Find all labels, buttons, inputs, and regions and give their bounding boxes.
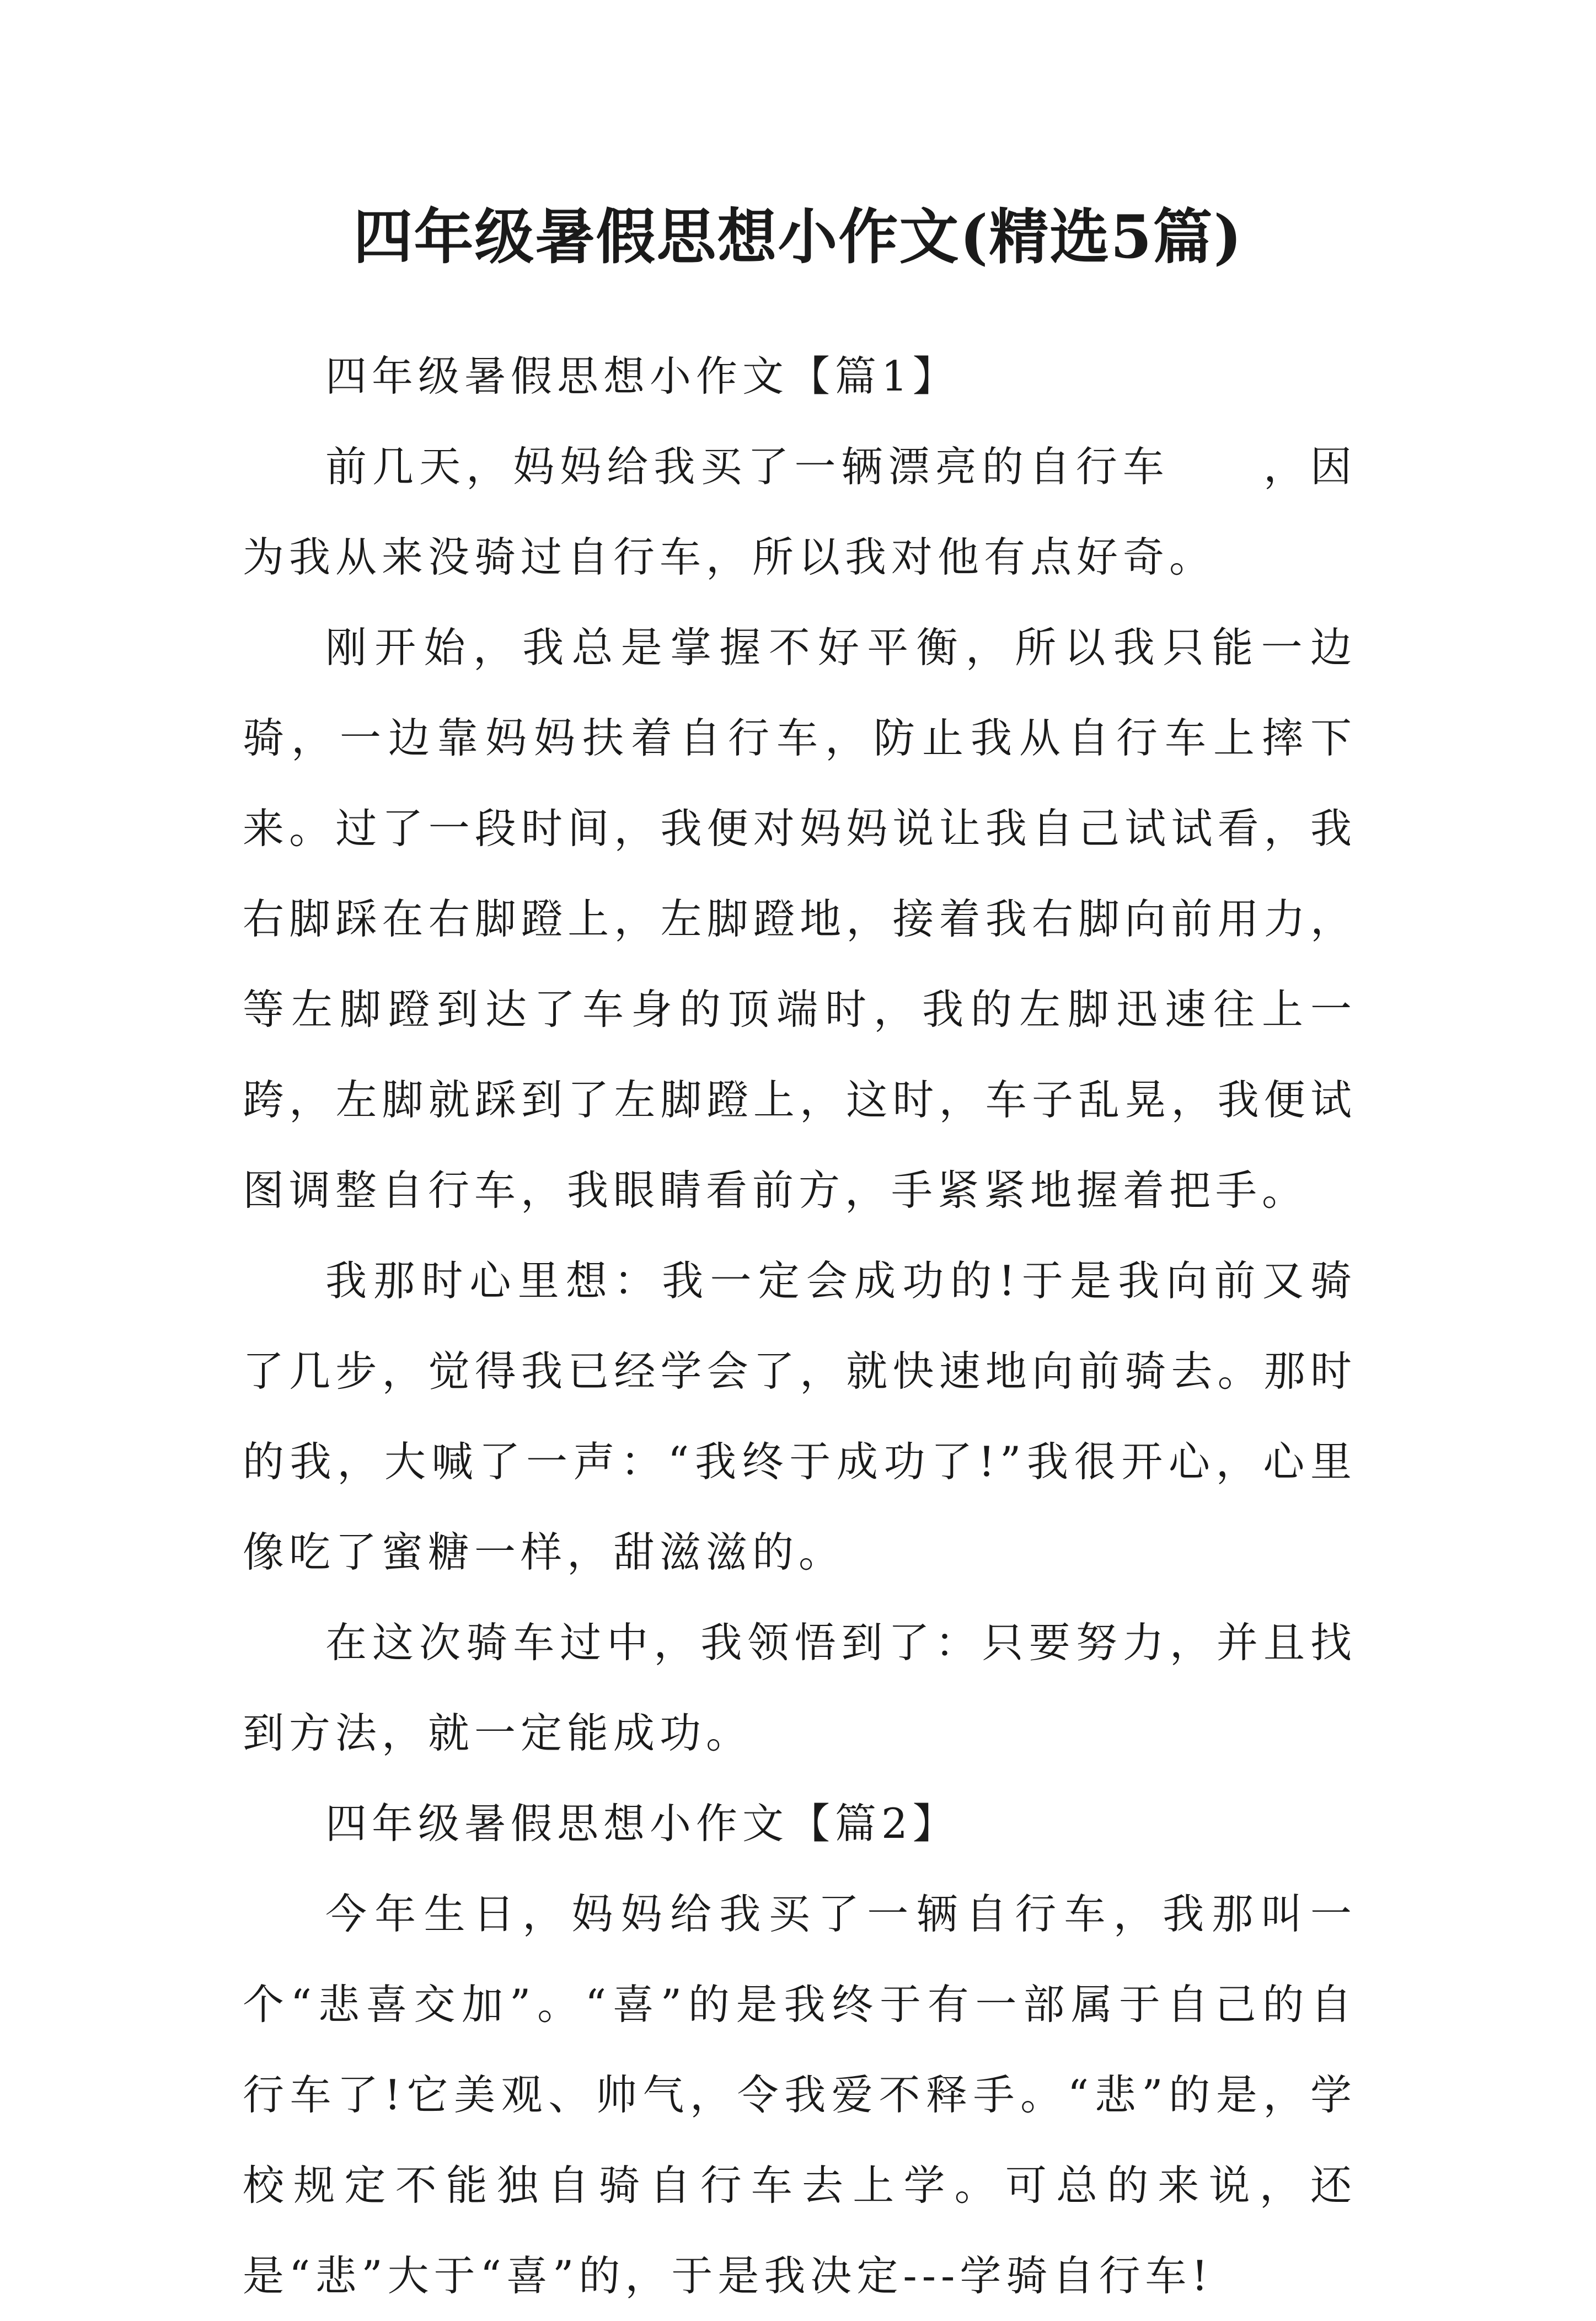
paragraph: 我那时心里想：我一定会成功的!于是我向前又骑了几步，觉得我已经学会了，就快速地向前骑去。那时的我，大喊了一声：“我终于成功了!”我很开心，心里像吃了蜜糖一样，甜滋滋的。 xyxy=(243,1256,1357,1576)
paragraph: 在这次骑车过中，我领悟到了：只要努力，并且找到方法，就一定能成功。 xyxy=(243,1618,1357,1757)
section-heading-2: 四年级暑假思想小作文【篇2】 xyxy=(325,1799,959,1848)
paragraph: 今年生日，妈妈给我买了一辆自行车，我那叫一个“悲喜交加”。“喜”的是我终于有一部属于自己的自行车了!它美观、帅气，令我爱不释手。“悲”的是，学校规定不能独自骑自行车去上学。可总的来说，还是“悲”大于“喜”的，于是我决定---学骑自行车! xyxy=(243,1890,1357,2300)
section-heading-1: 四年级暑假思想小作文【篇1】 xyxy=(325,352,959,400)
paragraph: 刚开始，我总是掌握不好平衡，所以我只能一边骑，一边靠妈妈扶着自行车，防止我从自行车上摔下来。过了一段时间，我便对妈妈说让我自己试试看，我右脚踩在右脚蹬上，左脚蹬地，接着我右脚向前用力，等左脚蹬到达了车身的顶端时，我的左脚迅速往上一跨，左脚就踩到了左脚蹬上，这时，车子乱晃，我便试图调整自行车，我眼睛看前方，手紧紧地握着把手。 xyxy=(243,623,1357,1215)
document-body xyxy=(243,331,1357,2321)
paragraph: 前几天，妈妈给我买了一辆漂亮的自行车 ，因为我从来没骑过自行车，所以我对他有点好奇。 xyxy=(243,442,1357,581)
document-title: 四年级暑假思想小作文(精选5篇) xyxy=(353,202,1243,272)
